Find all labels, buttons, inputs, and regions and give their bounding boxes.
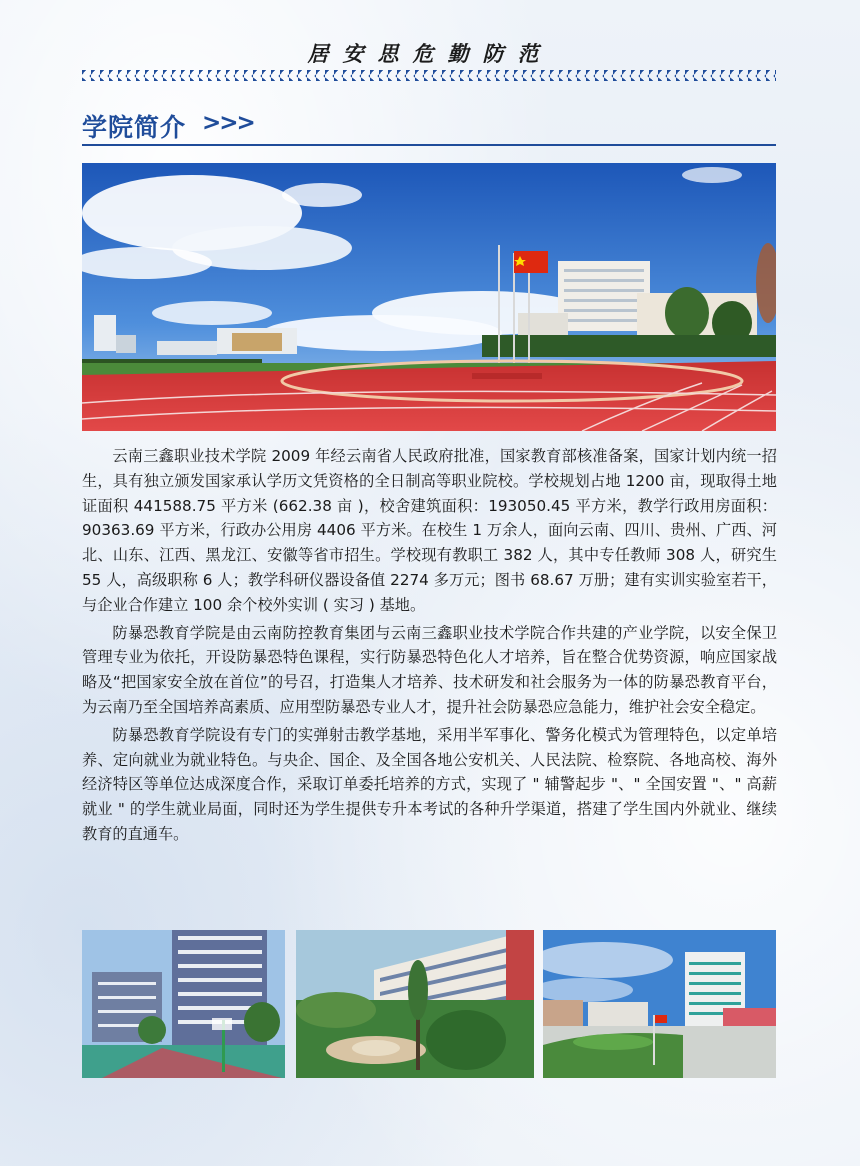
main-building-photo [543, 930, 776, 1078]
intro-text [82, 444, 777, 850]
dormitory-basketball-photo [82, 930, 285, 1078]
campus-hero-photo [82, 163, 776, 431]
chevron-right-icon: >>> [202, 110, 254, 136]
intro-paragraph: 防暴恐教育学院设有专门的实弹射击教学基地，采用半军事化、警务化模式为管理特色，以定单培养、定向就业为就业特色。与央企、国企、及全国各地公安机关、人民法院、检察院、各地高校、海外经济特区等单位达成深度合作，采取订单委托培养的方式，实现了 " 辅警起步 "、" 全国安置 "、" 高薪就业 " 的学生就业局面，同时还为学生提供专升本考试的各种升学渠道，搭建了学生国内外就业、继续教育的直通车。 [82, 725, 777, 843]
decorative-chevron-band [82, 70, 776, 81]
section-header [82, 106, 776, 146]
intro-paragraph: 云南三鑫职业技术学院 2009 年经云南省人民政府批准，国家教育部核准备案，国家计划内统一招生，具有独立颁发国家承认学历文凭资格的全日制高等职业院校。学校规划占地 1200 亩，现取得土地证面积 441588.75 平方米 (662.38 亩 )，校舍建筑面积：193050.45 平方米，教学行政用房面积：90363.69 平方米，行政办公用房 4406 平方米。在校生 1 万余人，面向云南、四川、贵州、广西、河北、山东、江西、黑龙江、安徽等省市招生。学校现有教职工 382 人，其中专任教师 308 人，研究生 55 人，高级职称 6 人；教学科研仪器设备值 2274 多万元；图书 68.67 万册；建有实训实验室若干，与企业合作建立 100 余个校外实训 ( 实习 ) 基地。 [82, 447, 777, 614]
section-title: 学院简介 [82, 113, 187, 142]
campus-garden-photo [296, 930, 534, 1078]
header-motto: 居安思危勤防范 [307, 41, 553, 66]
intro-paragraph: 防暴恐教育学院是由云南防控教育集团与云南三鑫职业技术学院合作共建的产业学院，以安全保卫管理专业为依托，开设防暴恐特色课程，实行防暴恐特色化人才培养，旨在整合优势资源，响应国家战略及“把国家安全放在首位”的号召，打造集人才培养、技术研发和社会服务为一体的防暴恐教育平台，为云南乃至全国培养高素质、应用型防暴恐专业人才，提升社会防暴恐应急能力，维护社会安全稳定。 [82, 623, 777, 716]
